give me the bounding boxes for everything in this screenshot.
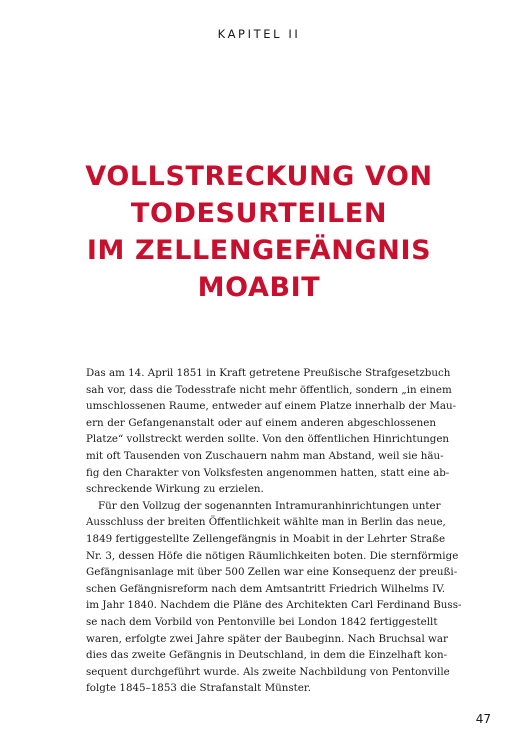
text-line: ern der Gefangenanstalt oder auf einem anderen abgeschlossenen [86, 416, 436, 429]
text-line: fig den Charakter von Volksfesten angenommen hatten, statt eine ab- [86, 466, 450, 479]
body-text [86, 365, 462, 697]
text-line: waren, erfolgte zwei Jahre später der Baubeginn. Nach Bruchsal war [86, 632, 448, 645]
text-line: Nr. 3, dessen Höfe die nötigen Räumlichkeiten boten. Die sternförmige [86, 549, 459, 562]
text-line: umschlossenen Raume, entweder auf einem Platze innerhalb der Mau- [86, 400, 457, 413]
text-line: Für den Vollzug der sogenannten Intramuranhinrichtungen unter [98, 499, 441, 512]
text-line: sequent durchgeführt wurde. Als zweite Nachbildung von Pentonville [86, 665, 450, 678]
text-line: Gefängnisanlage mit über 500 Zellen war eine Konsequenz der preußi- [86, 566, 458, 579]
text-line: Das am 14. April 1851 in Kraft getretene Preußische Strafgesetzbuch [86, 367, 451, 379]
chapter-title-line: TODESURTEILEN [130, 198, 388, 229]
chapter-title-line: VOLLSTRECKUNG VON [85, 161, 433, 192]
chapter-title [0, 158, 518, 306]
chapter-label: KAPITEL II [217, 27, 301, 41]
text-line: Ausschluss der breiten Öffentlichkeit wählte man in Berlin das neue, [86, 516, 446, 529]
text-line: schreckende Wirkung zu erzielen. [86, 483, 264, 496]
text-line: se nach dem Vorbild von Pentonville bei London 1842 fertiggestellt [86, 615, 438, 628]
chapter-title-line: IM ZELLENGEFÄNGNIS [86, 235, 432, 266]
text-line: folgte 1845–1853 die Strafanstalt Münster. [86, 682, 311, 695]
text-line: Platze“ vollstreckt werden sollte. Von den öffentlichen Hinrichtungen [86, 433, 450, 446]
text-line: schen Gefängnisreform nach dem Amtsantritt Friedrich Wilhelms IV. [86, 582, 446, 595]
paragraph-1 [86, 365, 457, 498]
paragraph-2 [86, 498, 462, 697]
text-line: mit oft Tausenden von Zuschauern nahm man Abstand, weil sie häu- [86, 449, 444, 462]
chapter-title-line: MOABIT [197, 272, 321, 303]
text-line: dies das zweite Gefängnis in Deutschland, in dem die Einzelhaft kon- [86, 649, 448, 662]
text-line: 1849 fertiggestellte Zellengefängnis in Moabit in der Lehrter Straße [86, 532, 446, 545]
page-number: 47 [475, 712, 491, 726]
text-line: im Jahr 1840. Nachdem die Pläne des Architekten Carl Ferdinand Buss- [86, 599, 462, 612]
text-line: sah vor, dass die Todesstrafe nicht mehr öffentlich, sondern „in einem [86, 383, 452, 396]
